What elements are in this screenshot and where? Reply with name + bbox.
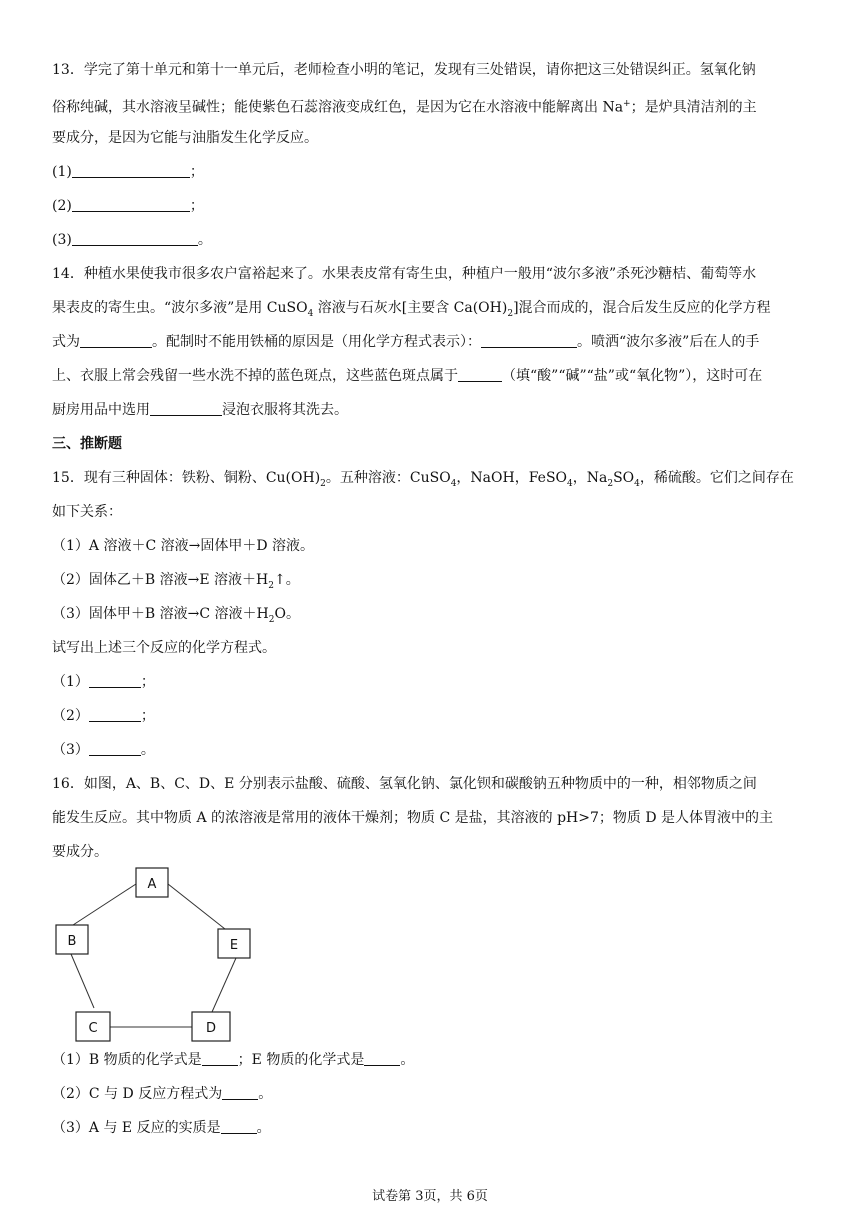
q15-answer-2: （2） ； bbox=[52, 708, 155, 724]
answer-blank[interactable] bbox=[89, 673, 141, 688]
answer-blank[interactable] bbox=[89, 707, 141, 722]
q13-answer-2: (2) ； bbox=[52, 198, 204, 214]
node-a-label: A bbox=[147, 877, 157, 892]
q15-answer-3: （3） 。 bbox=[52, 742, 155, 758]
answer-blank[interactable] bbox=[72, 163, 190, 178]
answer-blank[interactable] bbox=[222, 1085, 258, 1100]
q16-line-2: 能发生反应。其中物质 A 的浓溶液是常用的液体干燥剂；物质 C 是盐，其溶液的 pH>7；物质 D 是人体胃液中的主 bbox=[52, 810, 774, 826]
q16-sub-3: （3）A 与 E 反应的实质是 。 bbox=[52, 1120, 271, 1136]
section-title: 三、推断题 bbox=[52, 436, 122, 452]
q15-line-2: 如下关系： bbox=[52, 504, 122, 520]
q13-answer-3: (3) 。 bbox=[52, 232, 212, 248]
link-a-e bbox=[168, 884, 225, 929]
link-a-b bbox=[73, 884, 136, 925]
q16-line-1: 16．如图，A、B、C、D、E 分别表示盐酸、硫酸、氢氧化钠、氯化钡和碳酸钠五种物质中的一种，相邻物质之间 bbox=[52, 776, 757, 792]
q16-sub-1: （1）B 物质的化学式是 ；E 物质的化学式是 。 bbox=[52, 1052, 415, 1068]
node-b bbox=[56, 925, 88, 954]
answer-blank[interactable] bbox=[202, 1051, 238, 1066]
q13-line-3: 要成分，是因为它能与油脂发生化学反应。 bbox=[52, 130, 318, 146]
q14-line-5: 厨房用品中选用 浸泡衣服将其洗去。 bbox=[52, 402, 348, 418]
node-a bbox=[136, 868, 168, 897]
node-c bbox=[76, 1012, 110, 1041]
q13-answer-1: (1) ； bbox=[52, 164, 204, 180]
node-d bbox=[192, 1012, 230, 1041]
answer-blank[interactable] bbox=[80, 333, 152, 348]
answer-blank[interactable] bbox=[481, 333, 577, 348]
q13-line-2: 俗称纯碱，其水溶液呈碱性；能使紫色石蕊溶液变成红色，是因为它在水溶液中能解离出 Na+；是炉具清洁剂的主 bbox=[52, 99, 757, 116]
q15-reaction-2: （2）固体乙＋B 溶液→E 溶液$+H_2↑$。 bbox=[52, 572, 300, 591]
answer-blank[interactable] bbox=[150, 401, 222, 416]
node-d-label: D bbox=[205, 1021, 217, 1036]
answer-blank[interactable] bbox=[72, 197, 190, 212]
q13-line-1: 13．学完了第十单元和第十一单元后，老师检查小明的笔记，发现有三处错误，请你把这三处错误纠正。氢氧化钠 bbox=[52, 62, 756, 78]
q14-line-2: 果表皮的寄生虫。“波尔多液”是用 CuSO$_4$ 溶液与石灰水[主要含 $Ca(OH)_2$]混合而成的，混合后发生反应的化学方程 bbox=[52, 300, 771, 319]
link-e-d bbox=[212, 958, 236, 1012]
node-e-label: E bbox=[229, 938, 239, 953]
q15-reaction-3: （3）固体甲＋B 溶液→C 溶液$+H_2O$。 bbox=[52, 606, 300, 625]
q14-line-1: 14．种植水果使我市很多农户富裕起来了。水果表皮常有寄生虫，种植户一般用“波尔多液”杀死沙糖桔、葡萄等水 bbox=[52, 266, 757, 282]
q14-line-3: 式为 。配制时不能用铁桶的原因是（用化学方程式表示）： 。喷洒“波尔多液”后在人的手 bbox=[52, 334, 760, 350]
answer-blank[interactable] bbox=[458, 367, 502, 382]
node-b-label: B bbox=[67, 934, 77, 949]
answer-blank[interactable] bbox=[72, 231, 198, 246]
q15-answer-1: （1） ； bbox=[52, 674, 155, 690]
q14-line-4: 上、衣服上常会残留一些水洗不掉的蓝色斑点，这些蓝色斑点属于 （填“酸”“碱”“盐”或“氧化物”），这时可在 bbox=[52, 368, 763, 384]
pentagon-diagram bbox=[52, 862, 252, 1052]
q15-line-1: 15．现有三种固体：铁粉、铜粉、$Cu(OH)_2$。五种溶液：CuSO$_4$，NaOH，FeSO$_4$，$Na_2SO_4$，稀硫酸。它们之间存在 bbox=[52, 470, 794, 489]
node-e bbox=[218, 929, 250, 958]
answer-blank[interactable] bbox=[364, 1051, 400, 1066]
q15-instruction: 试写出上述三个反应的化学方程式。 bbox=[52, 640, 276, 656]
answer-blank[interactable] bbox=[221, 1119, 257, 1134]
link-b-c bbox=[71, 954, 94, 1008]
q16-line-3: 要成分。 bbox=[52, 844, 108, 860]
q15-reaction-1: （1）A 溶液＋C 溶液→固体甲＋D 溶液。 bbox=[52, 538, 315, 554]
node-c-label: C bbox=[88, 1021, 98, 1036]
q16-sub-2: （2）C 与 D 反应方程式为 。 bbox=[52, 1086, 273, 1102]
answer-blank[interactable] bbox=[89, 741, 141, 756]
page-footer: 试卷第 3页，共 6页 bbox=[372, 1189, 488, 1204]
